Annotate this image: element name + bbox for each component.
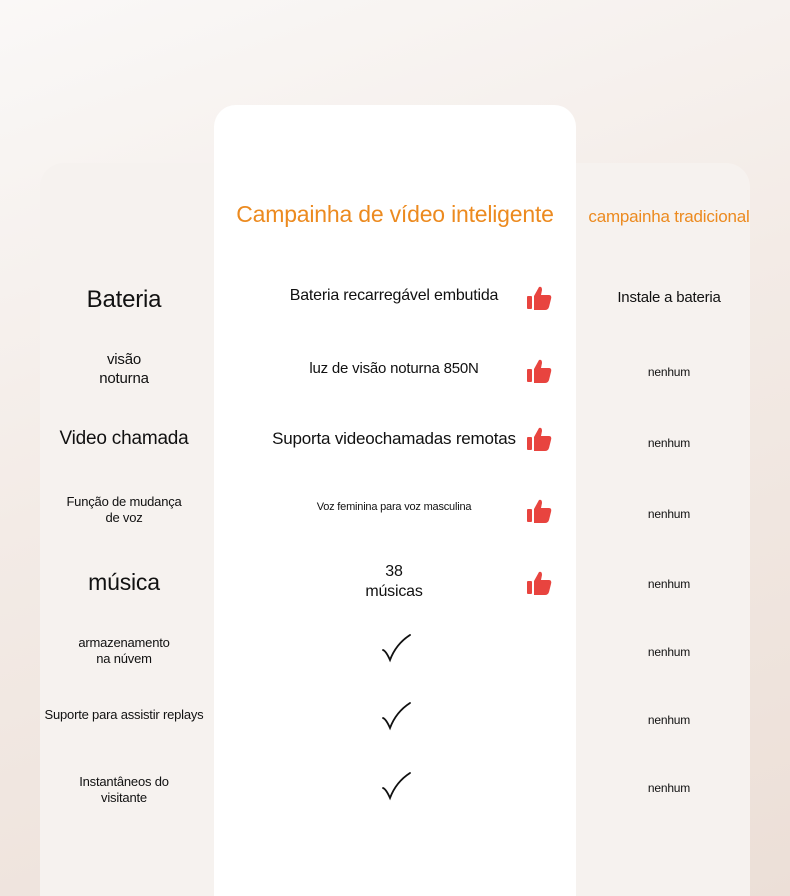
smart-value-music: 38 músicas: [365, 563, 423, 600]
thumbs-up-icon: [525, 569, 553, 597]
traditional-value-music: nenhum: [647, 576, 691, 591]
traditional-value-visitor-snapshots: nenhum: [647, 780, 691, 795]
thumbs-up-icon: [525, 284, 553, 312]
smart-value-night-vision: luz de visão noturna 850N: [309, 359, 479, 377]
traditional-value-battery: Instale a bateria: [617, 288, 721, 306]
traditional-doorbell-header: campainha tradicional: [588, 207, 750, 227]
feature-label-night-vision: visão noturna: [99, 351, 149, 387]
check-icon: [380, 632, 412, 664]
smart-doorbell-header: Campainha de vídeo inteligente: [236, 200, 554, 227]
smart-value-voice-changer: Voz feminina para voz masculina: [316, 501, 472, 514]
feature-label-battery: Bateria: [86, 286, 162, 313]
check-icon: [380, 700, 412, 732]
thumbs-up-icon: [525, 425, 553, 453]
traditional-value-voice-changer: nenhum: [647, 506, 691, 521]
smart-value-video-call: Suporta videochamadas remotas: [272, 429, 516, 449]
feature-label-music: música: [88, 568, 160, 595]
thumbs-up-icon: [525, 357, 553, 385]
feature-label-replays: Suporte para assistir replays: [44, 706, 204, 722]
traditional-value-video-call: nenhum: [647, 435, 691, 450]
smart-value-battery: Bateria recarregável embutida: [289, 287, 499, 304]
traditional-value-replays: nenhum: [647, 712, 691, 727]
traditional-value-cloud-storage: nenhum: [647, 644, 691, 659]
feature-label-video-call: Video chamada: [59, 428, 189, 450]
feature-label-cloud-storage: armazenamento na núvem: [78, 634, 170, 666]
feature-label-voice-changer: Função de mudança de voz: [66, 493, 182, 525]
traditional-value-night-vision: nenhum: [647, 364, 691, 379]
feature-label-visitor-snapshots: Instantâneos do visitante: [79, 773, 169, 805]
thumbs-up-icon: [525, 497, 553, 525]
check-icon: [380, 770, 412, 802]
